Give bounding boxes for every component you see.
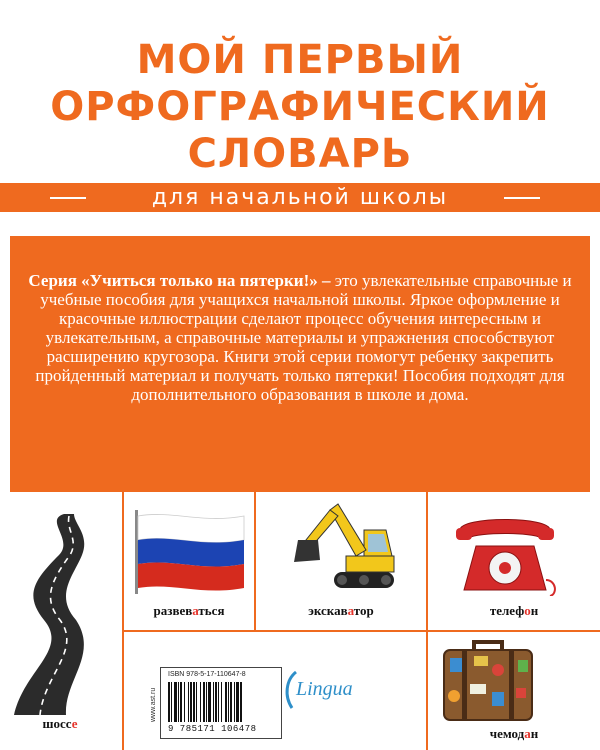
flag-label-pre: развев	[153, 603, 193, 618]
series-description: это увлекательные справочные и учебные пособия для учащихся начальной школы. Яркое оформление и красочные иллюстрации сделают процесс обучения интересным и увлекательным, а справочные материалы и упражнения способствуют расширению кругозора. Книги этой серии помогут ребенку закрепить пройденный материал и получать только пятерки! Пособия подходят для дополнительного образования в школе и дома.	[35, 271, 572, 404]
title-line-3: СЛОВАРЬ	[187, 131, 413, 177]
telephone-icon	[450, 510, 560, 596]
suitcase-icon	[440, 636, 536, 724]
subtitle: для начальной школы	[151, 185, 449, 210]
flag-label-post: ться	[198, 603, 225, 618]
phone-label-pre: телеф	[489, 603, 525, 618]
title-line-2: ОРФОГРАФИЧЕСКИЙ	[50, 84, 550, 130]
road-label	[4, 716, 116, 732]
russian-flag-icon	[132, 510, 248, 594]
isbn-text: ISBN 978-5-17-110647-8	[168, 671, 246, 678]
suitcase-label-pre: чемод	[489, 726, 525, 741]
phone-label-stress: о	[524, 603, 531, 618]
series-dash: –	[317, 271, 335, 290]
excavator-label	[256, 603, 426, 619]
phone-label	[428, 603, 600, 619]
suitcase-label-post: н	[530, 726, 539, 741]
grid-line-v3	[426, 492, 428, 750]
excavator-label-pre: экскав	[308, 603, 348, 618]
road-label-pre: шосс	[42, 716, 72, 731]
excavator-icon	[290, 500, 400, 592]
publisher-url: www.ast.ru	[150, 687, 157, 722]
publisher-logo-text: Lingua	[296, 678, 353, 700]
flag-label	[124, 603, 254, 619]
phone-label-post: н	[530, 603, 539, 618]
barcode-icon	[168, 682, 272, 722]
road-icon	[4, 510, 116, 720]
grid-line-h1	[122, 630, 600, 632]
suitcase-label	[428, 726, 600, 742]
suitcase-label-stress: а	[524, 726, 531, 741]
series-name: Серия «Учиться только на пятерки!»	[28, 271, 318, 290]
excavator-label-stress: а	[347, 603, 354, 618]
excavator-label-post: тор	[353, 603, 374, 618]
barcode-digits: 9 785171 106478	[168, 724, 257, 734]
info-text	[10, 271, 590, 404]
flag-label-stress: а	[192, 603, 199, 618]
grid-line-v1	[122, 492, 124, 750]
road-label-stress: е	[71, 716, 78, 731]
title-line-1: МОЙ ПЕРВЫЙ	[136, 37, 464, 83]
